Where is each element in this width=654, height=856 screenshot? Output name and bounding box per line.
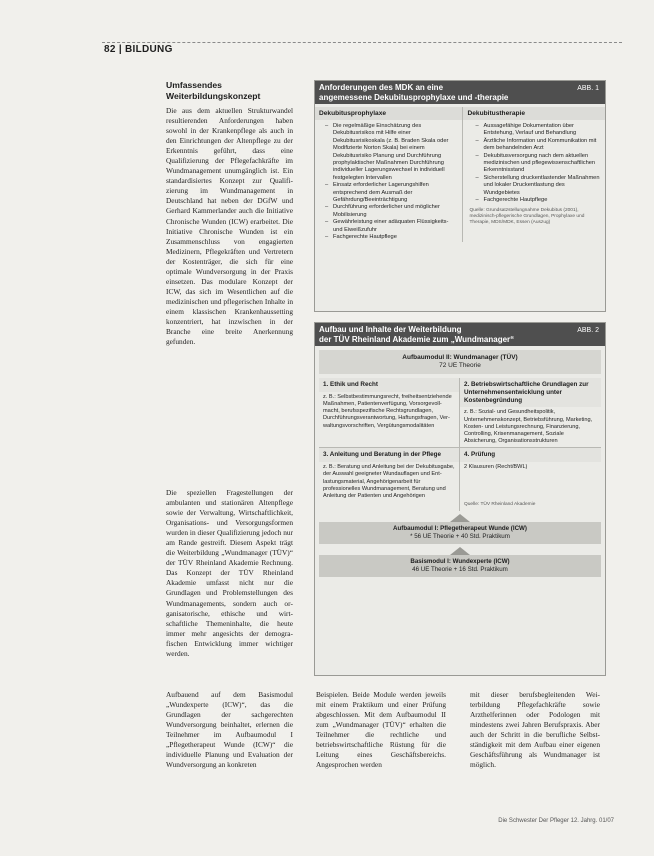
therapy-column (462, 107, 605, 242)
module-manager (319, 350, 601, 374)
list-item: – Durchführung erforderlicher und möglicher Mobilisierung (325, 204, 458, 219)
figure-2-title-line-2: der TÜV Rheinland Akademie zum „Wundmanager“ (319, 334, 515, 344)
arrow-up-icon (450, 514, 470, 522)
grid-cell-heading: 1. Ethik und Recht (319, 378, 459, 392)
grid-cell-economics (460, 378, 601, 448)
grid-cell-body: z. B.: Sozial- und Gesundheitspolitik, Unternehmenskonzept, Betriebsführung, Marketing, Kosten- und Leistungsrechnung, Finanzierung, Controlling, Krisenmanagement, Soziale Absicherung, Organisationsstrukturen (464, 409, 593, 445)
list-item: – Sicherstellung druckentlastender Maßnahmen und lokaler Druckentlastung des Wundgebietes (475, 175, 601, 197)
grid-cell-body: z. B.: Beratung und Anleitung bei der Dekubitusgabe, der Auswahl geeigneter Wundauflagen und Entlastungsmaterial, Angehörigenarbeit für professionelles Wundmanagement, Beratung und Anleitung der Patienten und Angehörigen (323, 464, 455, 500)
list-item: – Fachgerechte Hautpflege (475, 197, 601, 204)
content-grid (319, 378, 601, 511)
arrow-up-icon (450, 547, 470, 555)
grid-cell-heading: 4. Prüfung (460, 448, 601, 462)
page-header: 82 | BILDUNG (104, 44, 173, 55)
figure-2-title (315, 323, 605, 346)
prophylaxis-heading: Dekubitusprophylaxe (315, 107, 462, 120)
figure-2-title-line-1: Aufbau und Inhalte der Weiterbildung (319, 325, 462, 334)
figure-1-tag: ABB. 1 (577, 85, 599, 92)
module-therapist-hours: * 56 UE Theorie + 40 Std. Praktikum (410, 532, 510, 540)
figure-2-source: Quelle: TÜV Rheinland Akademie (464, 502, 536, 508)
grid-cell-exam (460, 448, 601, 510)
therapy-heading: Dekubitustherapie (463, 107, 605, 120)
figure-1-source: Quelle: Grundsatzstellungnahme Dekubitus (2001), medizinisch-pflegerische Grundlagen, Prophylaxe und Therapie, MDS/MDK, Essen (Auszug) (469, 208, 585, 226)
figure-1-title-line-2: angemessene Dekubitusprophylaxe und -therapie (319, 92, 509, 102)
grid-cell-ethics (319, 378, 460, 448)
left-paragraph-1: Die aus dem aktuellen Strukturwandel resultierenden Anforderungen haben sowohl in der Krankenpflege als auch in den Einrichtungen der Altenpflege zu der Erkenntnis geführt, dass eine Qualifizierung der Pflegefachkräfte im Wundmanagement unumgänglich ist. Ein standardisiertes Konzept zur Qualifizierung im Wundmanagement in Deutschland hat neben der DGfW und Gerhard Kammerlander auch die Initiative Chronische Wunden (ICW) erarbeitet. Die Initiative Chronische Wunden ist ein Zusammenschluss von engagierten Medizinern, Pflegekräften und Vertretern der Kostenträger, die sich für eine optimale Wundversorgung in der Praxis einsetzen. Das modulare Konzept der ICW, das sich im Wesentlichen auf die medizinischen und pflegerischen Inhalte in einem klassischen Krankenhaussetting konzentriert, hat inzwischen in der Branche eine breite Anerkennung gefunden. (166, 106, 293, 347)
list-item: – Aussagefähige Dokumentation über Entstehung, Verlauf und Behandlung (475, 123, 601, 138)
grid-cell-counselling (319, 448, 460, 510)
module-therapist-title: Aufbaumodul I: Pflegetherapeut Wunde (ICW) (393, 524, 527, 532)
left-paragraph-3: Aufbauend auf dem Basismodul „Wundexperte (ICW)“, das die Grundlagen der sachgerechten Wundversorgung beinhaltet, erlernen die Teilnehmer im Aufbaumodul I „Pflegetherapeut Wunde (ICW)“ die individuelle Planung und Evaluation der Wundversorgung an konkreten (166, 690, 293, 770)
subtitle (166, 80, 306, 102)
figure-1-title-line-1: Anforderungen des MDK an eine (319, 83, 444, 92)
list-item: – Dekubitusversorgung nach dem aktuellen medizinischen und pflegewissenschaftlichen Erkenntnisstand (475, 153, 601, 175)
list-item: – Ärztliche Information und Kommunikation mit dem behandelnden Arzt (475, 138, 601, 153)
therapy-list (463, 120, 605, 204)
bottom-column-2: Beispielen. Beide Module werden jeweils mit einem Praktikum und einer Prüfung abgeschlossen. Mit dem Aufbaumodul II zum „Wundmanager (TÜV)“ erhalten die Teilnehmer die rechtliche und betriebswirtschaftliche Rüstung für die Leitung eines Geschäftsbereichs. Angesprochen werden (316, 690, 446, 770)
figure-2-tag: ABB. 2 (577, 327, 599, 334)
module-therapist (319, 522, 601, 544)
module-expert-hours: 46 UE Theorie + 16 Std. Praktikum (412, 565, 508, 573)
section-name: BILDUNG (125, 44, 173, 55)
figure-2 (314, 322, 606, 676)
figure-1-title (315, 81, 605, 104)
subtitle-line-2: Weiterbildungskonzept (166, 91, 261, 101)
grid-cell-heading: 2. Betriebswirtschaftliche Grundlagen zur Unternehmensentwicklung unter Kostenbegründung (460, 378, 601, 407)
module-manager-title: Aufbaumodul II: Wundmanager (TÜV) (402, 354, 518, 361)
page-footer: Die Schwester Der Pfleger 12. Jahrg. 01/07 (498, 818, 614, 824)
subtitle-line-1: Umfassendes (166, 80, 222, 90)
prophylaxis-list (315, 120, 462, 242)
grid-cell-heading: 3. Anleitung und Beratung in der Pflege (319, 448, 459, 462)
list-item: – Einsatz erforderlicher Lagerungshilfen entsprechend dem Ausmaß der Gefährdung/Beeinträchtigung (325, 182, 458, 204)
left-paragraph-2: Die speziellen Fragestellungen der ambulanten und stationären Altenpflege sowie der Verwaltung, Wirtschaftlichkeit, Organisations- und Versorgungsformen wurden in dieser Qualifizierung jedoch nur am Rande gestreift. Diesem Aspekt trägt die Weiterbildung „Wundmanager (TÜV)“ der TÜV Rheinland Akademie Rechnung. Das Konzept der TÜV Rheinland Akademie umfasst nicht nur die Grundlagen und Problemstellungen des Wundmanagements, sondern auch organisatorische, ethische und wirtschaftliche Themeninhalte, die heute immer mehr angesichts der demografischen Entwicklung immer wichtiger werden. (166, 488, 293, 658)
list-item: – Fachgerechte Hautpflege (325, 234, 458, 241)
prophylaxis-column (315, 107, 462, 242)
page-number: 82 (104, 44, 116, 55)
bottom-column-3: mit dieser berufsbegleitenden Weiterbildung Pflegefachkräfte sowie Arzthelferinnen oder Podologen mit mindestens zwei Jahren Berufspraxis. Aber auch der Schritt in die berufliche Selbstständigkeit mit dem Aufbau einer eigenen Geschäftsführung als Wundmanager ist möglich. (470, 690, 600, 770)
module-manager-hours: 72 UE Theorie (439, 362, 481, 369)
grid-cell-body: 2 Klausuren (Recht/BWL) (464, 464, 528, 471)
list-item: – Gewährleistung einer adäquaten Flüssigkeits- und Eiweißzufuhr (325, 219, 458, 234)
figure-1 (314, 80, 606, 312)
list-item: – Die regelmäßige Einschätzung des Dekubitusrisikos mit Hilfe einer Dekubitusrisikoskala (z. B. Braden Skala oder Modifizierte Norton Skala) bei einem Dekubitusrisiko Planung und Durchführung prophylaktischer Maßnahmen Durchführung individueller Lagerungswechsel in individuell festgelegten Intervallen (325, 123, 458, 182)
header-rule (102, 42, 622, 44)
grid-cell-body: z. B.: Selbstbestimmungsrecht, freiheitsentziehende Maßnahmen, Patientenverfügung, Vorsorgevollmacht, berufsspezifische Rechtsgrundlagen, Durchführungsverantwortung, Haftungsfragen, Verwaltungsvorschriften, Vergütungsmodalitäten (323, 393, 452, 429)
module-expert (319, 555, 601, 577)
module-expert-title: Basismodul I: Wundexperte (ICW) (410, 557, 510, 565)
